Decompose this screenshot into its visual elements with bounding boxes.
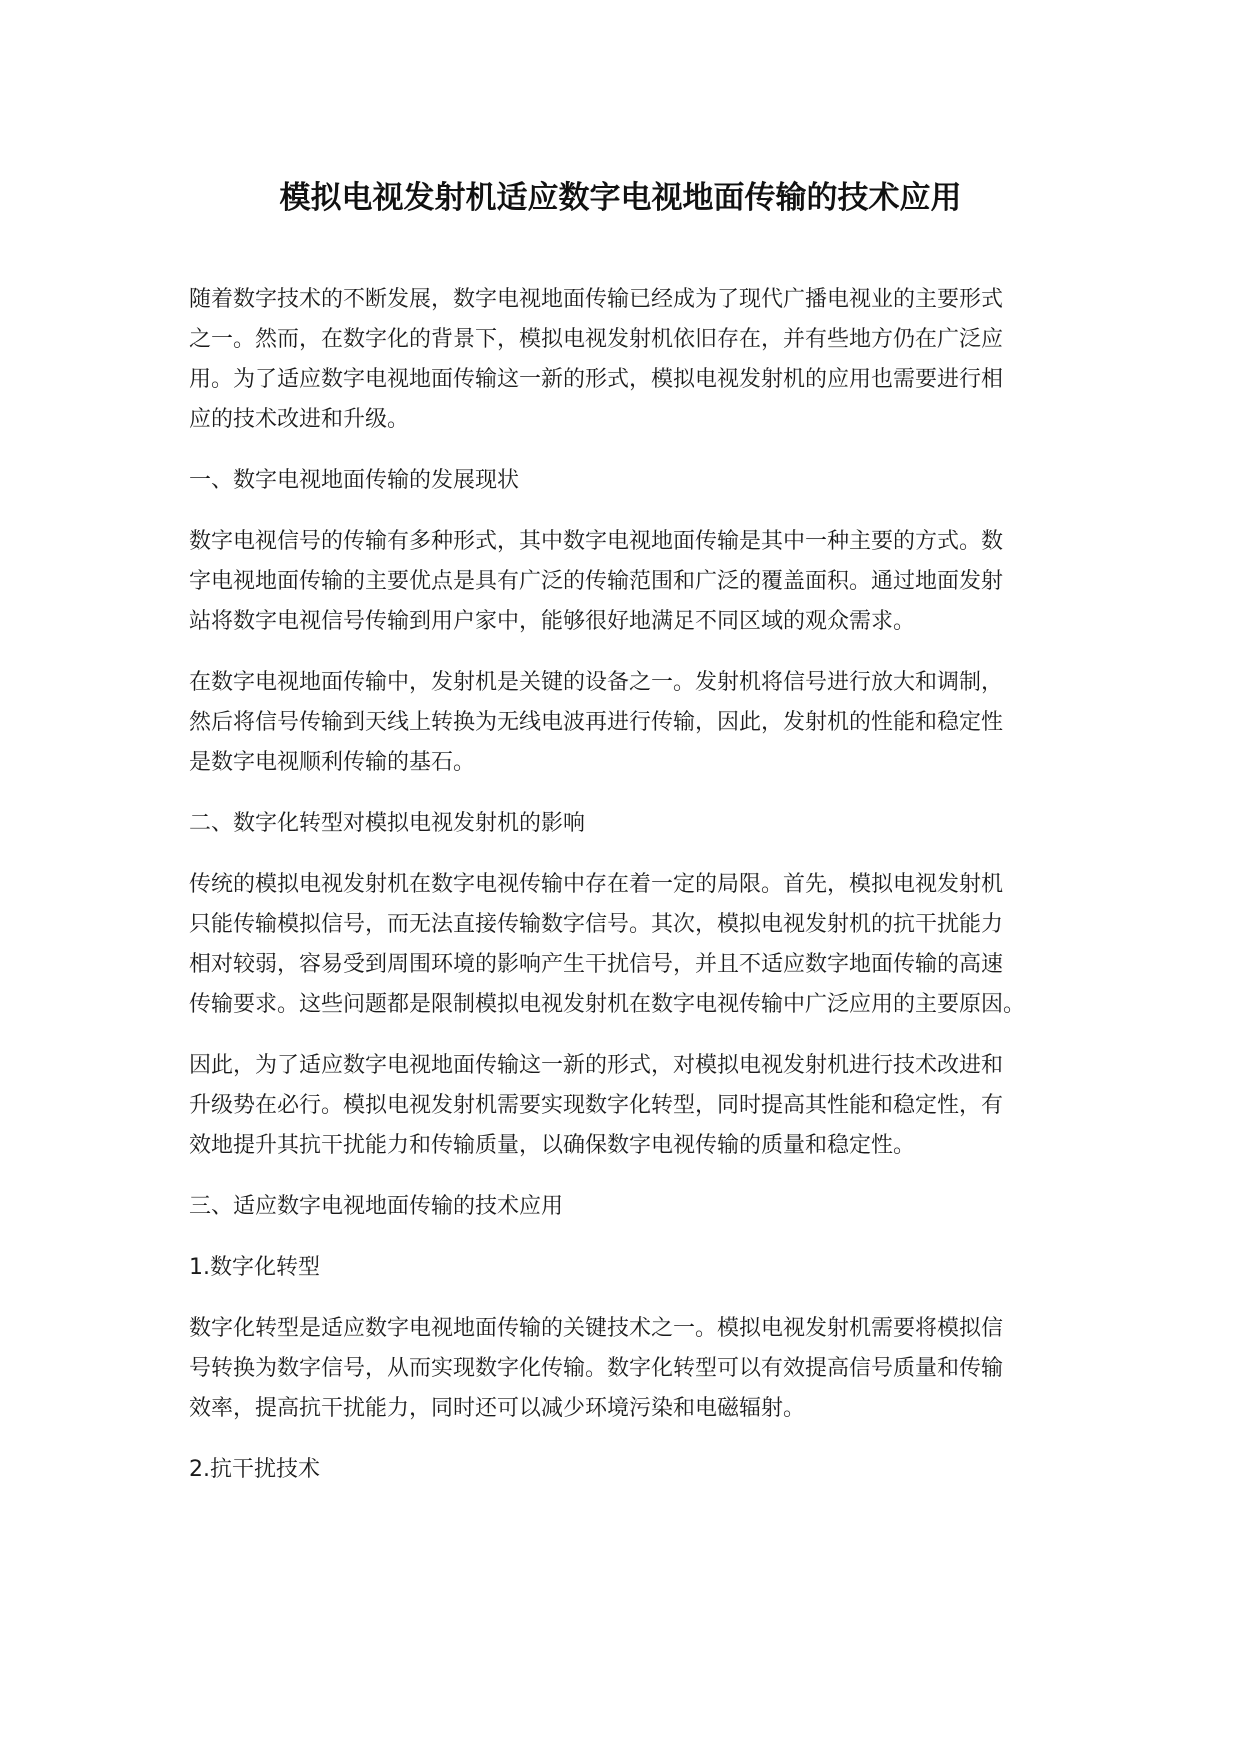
paragraph-status-2: 在数字电视地面传输中，发射机是关键的设备之一。发射机将信号进行放大和调制， 然后将信号传输到天线上转换为无线电波再进行传输，因此，发射机的性能和稳定性 是数字电视顺利传输的基石。 <box>189 670 1004 775</box>
paragraph-impact-2: 因此，为了适应数字电视地面传输这一新的形式，对模拟电视发射机进行技术改进和 升级势在必行。模拟电视发射机需要实现数字化转型，同时提高其性能和稳定性，有 效地提升其抗干扰能力和传输质量，以确保数字电视传输的质量和稳定性。 <box>189 1053 1004 1158</box>
document-body <box>189 280 1069 1511</box>
document-title: 模拟电视发射机适应数字电视地面传输的技术应用 <box>279 180 962 216</box>
subsection-heading-anti-interference: 2.抗干扰技术 <box>189 1457 320 1482</box>
subsection-heading-digital: 1.数字化转型 <box>189 1255 320 1280</box>
paragraph-intro: 随着数字技术的不断发展，数字电视地面传输已经成为了现代广播电视业的主要形式 之一。然而，在数字化的背景下，模拟电视发射机依旧存在，并有些地方仍在广泛应 用。为了适应数字电视地面传输这一新的形式，模拟电视发射机的应用也需要进行相 应的技术改进和升级。 <box>189 287 1004 432</box>
section-heading-1: 一、数字电视地面传输的发展现状 <box>189 468 520 493</box>
paragraph-digital: 数字化转型是适应数字电视地面传输的关键技术之一。模拟电视发射机需要将模拟信 号转换为数字信号，从而实现数字化传输。数字化转型可以有效提高信号质量和传输 效率，提高抗干扰能力，同时还可以减少环境污染和电磁辐射。 <box>189 1316 1004 1421</box>
section-heading-2: 二、数字化转型对模拟电视发射机的影响 <box>189 811 586 836</box>
paragraph-impact-1: 传统的模拟电视发射机在数字电视传输中存在着一定的局限。首先，模拟电视发射机 只能传输模拟信号，而无法直接传输数字信号。其次，模拟电视发射机的抗干扰能力 相对较弱，容易受到周围环境的影响产生干扰信号，并且不适应数字地面传输的高速 传输要求。这些问题都是限制模拟电视发射机在数字电视传输中广泛应用的主要原因。 <box>189 872 1026 1017</box>
paragraph-status-1: 数字电视信号的传输有多种形式，其中数字电视地面传输是其中一种主要的方式。数 字电视地面传输的主要优点是具有广泛的传输范围和广泛的覆盖面积。通过地面发射 站将数字电视信号传输到用户家中，能够很好地满足不同区域的观众需求。 <box>189 529 1004 634</box>
section-heading-3: 三、适应数字电视地面传输的技术应用 <box>189 1194 564 1219</box>
